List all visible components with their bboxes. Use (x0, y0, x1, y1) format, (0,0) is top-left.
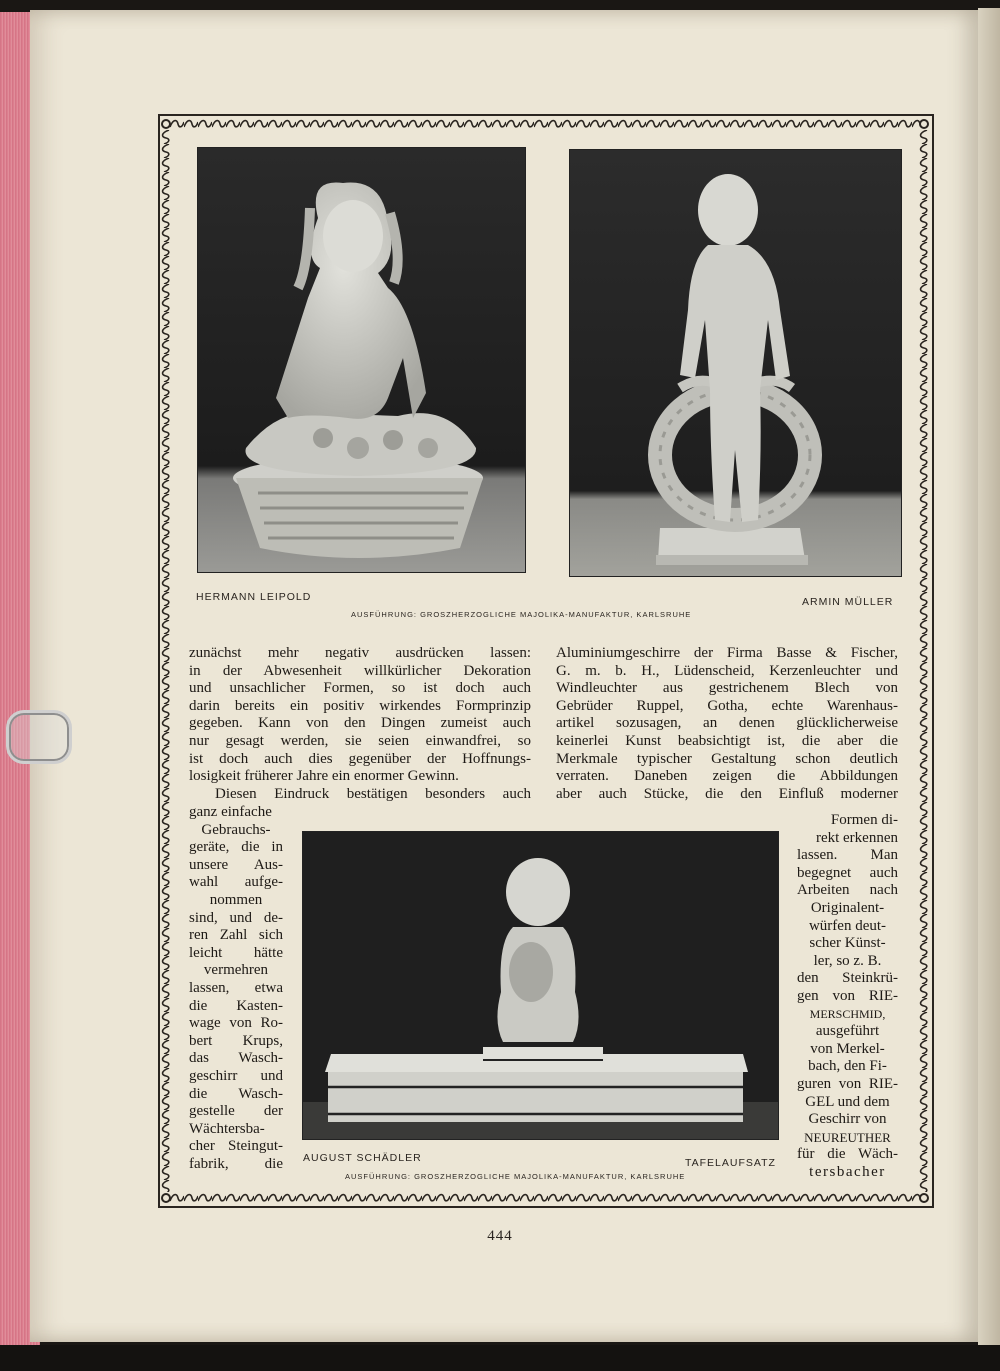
text-line: ist doch auch dies gegenüber der Hoffnungs- (189, 750, 531, 767)
caption-title-tafelaufsatz: TAFELAUFSATZ (685, 1157, 776, 1169)
text-line: die Kasten- (189, 997, 283, 1014)
text-line: Geschirr von (808, 1111, 887, 1128)
left-narrow-column-text (189, 804, 283, 1173)
photo-table-centerpiece (302, 831, 779, 1140)
book-gutter-shadow (978, 8, 1000, 1348)
text-line: Formen di- (830, 812, 898, 828)
text-line: den Steinkrü- (797, 970, 898, 987)
frame-corner-bottom-left (161, 1193, 171, 1203)
text-line: ren Zahl sich (189, 927, 283, 944)
text-line: Merkmale typischer Gestaltung schon deutlich (556, 750, 898, 767)
scan-background (0, 1345, 1000, 1371)
text-line: MERSCHMID, (809, 1006, 886, 1021)
text-line: gestelle der (189, 1103, 283, 1120)
text-line: Aluminiumgeschirre der Firma Basse & Fischer, (556, 645, 898, 661)
text-line: gen von RIE- (797, 987, 898, 1004)
text-line: für die Wäch- (797, 1146, 898, 1163)
text-line: NEUREUTHER (804, 1129, 891, 1145)
text-line: GEL und dem (805, 1093, 890, 1110)
caption-execution-bottom: AUSFÜHRUNG: GROSZHERZOGLICHE MAJOLIKA-MANUFAKTUR, KARLSRUHE (345, 1172, 686, 1181)
text-line: sind, und de- (189, 909, 283, 926)
text-line: lassen. Man (797, 847, 898, 864)
text-line: losigkeit früherer Jahre ein enormer Gewinn. (189, 768, 459, 785)
frame-corner-top-left (161, 119, 171, 129)
text-line: die Wasch- (189, 1085, 283, 1102)
text-line: leicht hätte (189, 944, 283, 961)
text-line: Originalent- (810, 899, 885, 916)
text-line: das Wasch- (189, 1050, 283, 1067)
text-line: Arbeiten nach (797, 882, 898, 899)
text-line: bach, den Fi- (808, 1058, 887, 1075)
text-line: lassen, etwa (189, 979, 283, 996)
text-line: artikel sozusagen, an denen glücklicherweise (556, 715, 898, 732)
caption-execution-top: AUSFÜHRUNG: GROSZHERZOGLICHE MAJOLIKA-MANUFAKTUR, KARLSRUHE (351, 610, 692, 619)
text-line: nommen (209, 891, 263, 908)
text-line: ler, so z. B. (813, 952, 882, 969)
caption-artist-leipold: HERMANN LEIPOLD (196, 591, 312, 603)
text-line: scher Künst- (809, 935, 886, 952)
text-line: Gebrüder Ruppel, Gotha, echte Warenhaus- (556, 697, 898, 714)
right-narrow-column-text (797, 812, 898, 1181)
text-line: geräte, die in (189, 839, 283, 856)
left-column-text (189, 645, 531, 803)
text-line: ausgeführt (815, 1023, 880, 1040)
text-line: wahl aufge- (189, 874, 283, 891)
frame-border-top (170, 118, 922, 130)
photo-girl-figure-on-basket (197, 147, 526, 573)
text-line: aber auch Stücke, die den Einfluß moderner (556, 785, 898, 802)
text-line: bert Krups, (189, 1032, 283, 1049)
text-line: rekt erkennen (815, 829, 898, 846)
text-line: unsere Aus- (189, 856, 283, 873)
text-line: Diesen Eindruck bestätigen besonders auch (215, 785, 531, 802)
text-line: begegnet auch (797, 864, 898, 881)
text-line: geschirr und (189, 1067, 283, 1084)
text-line: verraten. Daneben zeigen die Abbildungen (556, 768, 898, 785)
frame-corner-bottom-right (919, 1193, 929, 1203)
text-line: Gebrauchs- (201, 821, 271, 838)
text-line: zunächst mehr negativ ausdrücken lassen: (189, 645, 531, 661)
frame-corner-top-right (919, 119, 929, 129)
text-line: fabrik, die (189, 1155, 283, 1172)
text-line: von Merkel- (810, 1040, 885, 1057)
text-line: Wächtersba- (189, 1120, 265, 1137)
text-line: cher Steingut- (189, 1138, 283, 1155)
photo-boy-figure-with-wreath (569, 149, 902, 577)
frame-border-right (918, 130, 930, 1192)
text-line: gegeben. Kann von den Dingen zumeist auch (189, 715, 531, 732)
frame-border-left (160, 130, 172, 1192)
text-line: Windleuchter aus gestrichenem Blech von (556, 680, 898, 697)
text-line: darin bereits ein positiv wirkendes Formprinzip (189, 697, 531, 714)
caption-artist-schaedler: AUGUST SCHÄDLER (303, 1152, 422, 1164)
text-line: keinerlei Kunst beabsichtigt ist, die aber die (556, 732, 898, 749)
text-line: in der Abwesenheit willkürlicher Dekoration (189, 662, 531, 679)
right-column-text (556, 645, 898, 803)
text-line: ganz einfache (189, 804, 272, 820)
text-line: guren von RIE- (797, 1075, 898, 1092)
text-line: tersbacher (809, 1163, 886, 1180)
paper-clip (6, 710, 72, 764)
text-line: nur gesagt werden, sie seien einwandfrei, so (189, 732, 531, 749)
caption-artist-mueller: ARMIN MÜLLER (802, 596, 894, 608)
text-line: G. m. b. H., Lüdenscheid, Kerzenleuchter und (556, 662, 898, 679)
text-line: würfen deut- (808, 917, 887, 934)
text-line: vermehren (203, 962, 269, 979)
text-line: wage von Ro- (189, 1015, 283, 1032)
page-number: 444 (487, 1228, 513, 1244)
frame-border-bottom (170, 1192, 922, 1204)
text-line: und unsachlicher Formen, so ist doch auch (189, 680, 531, 697)
